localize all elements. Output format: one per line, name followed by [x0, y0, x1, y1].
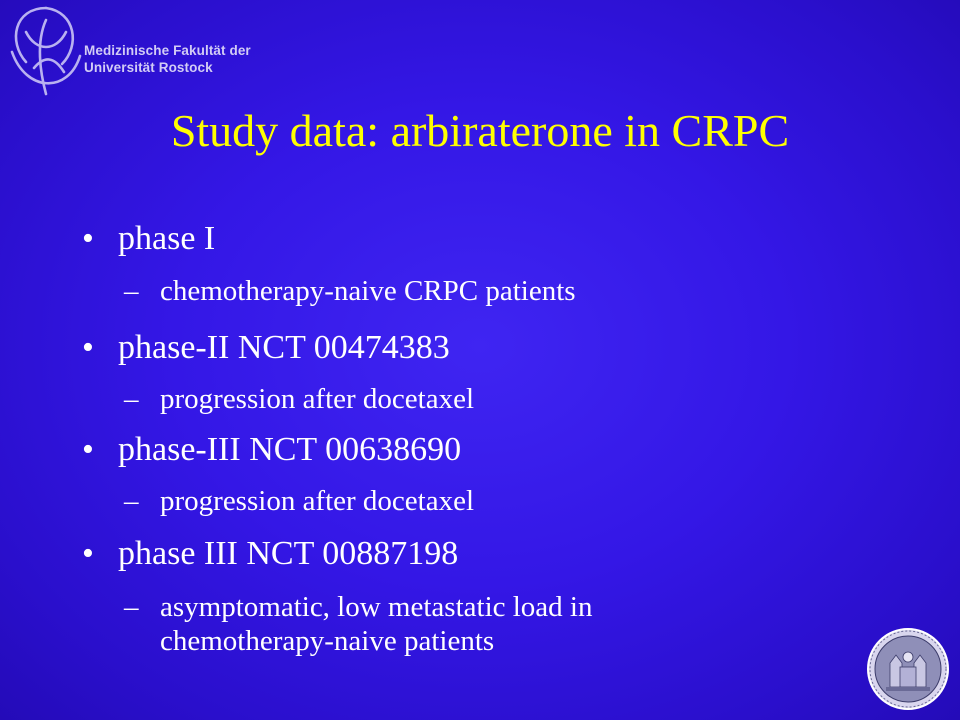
slide-title: Study data: arbiraterone in CRPC	[170, 105, 790, 156]
sub-bullet-dash: –	[124, 591, 139, 623]
sub-bullet-item	[124, 484, 474, 518]
sub-bullet-dash: –	[124, 275, 139, 307]
sub-bullet-text: asymptomatic, low metastatic load in chemotherapy-naive patients	[160, 591, 593, 657]
bullet-item	[82, 534, 458, 574]
bullet-dot: •	[82, 220, 94, 257]
bullet-text: phase-III NCT 00638690	[118, 431, 462, 468]
sub-bullet-dash: –	[124, 383, 139, 415]
university-seal-icon	[866, 627, 950, 711]
sub-bullet-item	[124, 274, 576, 308]
bullet-text: phase-II NCT 00474383	[118, 329, 450, 366]
university-seal	[866, 627, 950, 711]
sub-bullet-text: progression after docetaxel	[160, 485, 475, 517]
bullet-dot: •	[82, 535, 94, 572]
logo-line-2: Universität Rostock	[84, 60, 213, 75]
sub-bullet-text: chemotherapy-naive CRPC patients	[160, 275, 576, 307]
bullet-item	[82, 219, 215, 259]
bullet-text: phase I	[118, 220, 216, 257]
sub-bullet-dash: –	[124, 485, 139, 517]
bullet-item	[82, 328, 450, 368]
logo-line-1: Medizinische Fakultät der	[84, 43, 251, 58]
bullet-dot: •	[82, 329, 94, 366]
sub-bullet-item	[124, 382, 474, 416]
sub-bullet-text: progression after docetaxel	[160, 383, 475, 415]
bullet-dot: •	[82, 431, 94, 468]
sub-bullet-item	[124, 590, 760, 658]
bullet-text: phase III NCT 00887198	[118, 535, 459, 572]
bullet-item	[82, 430, 461, 470]
